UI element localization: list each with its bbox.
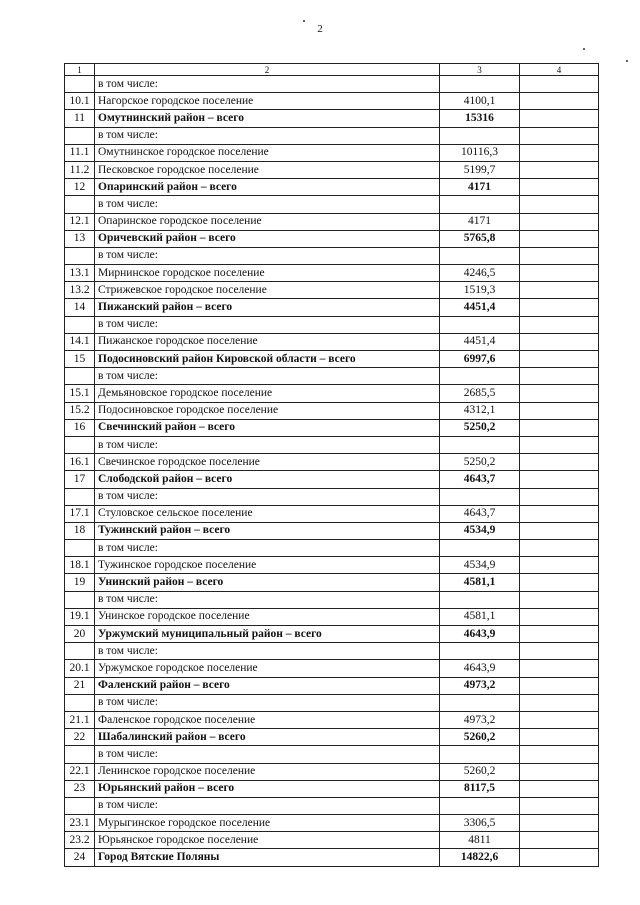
table-row bbox=[65, 351, 599, 368]
table-row bbox=[65, 711, 599, 728]
row-note-cell bbox=[520, 815, 599, 832]
row-name-cell: Оричевский район – всего bbox=[95, 230, 440, 247]
table-row bbox=[65, 849, 599, 866]
row-note-cell bbox=[520, 76, 599, 93]
table-row bbox=[65, 643, 599, 660]
row-value-cell: 4643,9 bbox=[440, 626, 520, 643]
row-number-cell bbox=[65, 694, 95, 711]
row-name-cell: Тужинское городское поселение bbox=[95, 557, 440, 574]
row-value-cell bbox=[440, 76, 520, 93]
row-number-cell: 23 bbox=[65, 780, 95, 797]
row-name-cell: Свечинский район – всего bbox=[95, 419, 440, 436]
row-note-cell bbox=[520, 677, 599, 694]
row-name-cell: Слободской район – всего bbox=[95, 471, 440, 488]
row-number-cell bbox=[65, 797, 95, 814]
row-note-cell bbox=[520, 127, 599, 144]
row-number-cell: 15.1 bbox=[65, 385, 95, 402]
row-name-cell: Фаленский район – всего bbox=[95, 677, 440, 694]
scan-speck bbox=[583, 48, 585, 50]
row-value-cell: 4246,5 bbox=[440, 265, 520, 282]
table-row bbox=[65, 626, 599, 643]
row-name-cell: Юрьянское городское поселение bbox=[95, 832, 440, 849]
table-row bbox=[65, 660, 599, 677]
row-value-cell: 4451,4 bbox=[440, 299, 520, 316]
row-name-cell: в том числе: bbox=[95, 797, 440, 814]
row-note-cell bbox=[520, 368, 599, 385]
row-name-cell: Пижанское городское поселение bbox=[95, 333, 440, 350]
row-name-cell: в том числе: bbox=[95, 694, 440, 711]
table-row bbox=[65, 557, 599, 574]
row-note-cell bbox=[520, 488, 599, 505]
row-note-cell bbox=[520, 832, 599, 849]
row-number-cell bbox=[65, 540, 95, 557]
row-name-cell: в том числе: bbox=[95, 540, 440, 557]
row-number-cell bbox=[65, 436, 95, 453]
table-row bbox=[65, 179, 599, 196]
row-note-cell bbox=[520, 797, 599, 814]
row-note-cell bbox=[520, 643, 599, 660]
row-name-cell: Опаринский район – всего bbox=[95, 179, 440, 196]
row-note-cell bbox=[520, 454, 599, 471]
row-name-cell: Шабалинский район – всего bbox=[95, 729, 440, 746]
row-value-cell: 14822,6 bbox=[440, 849, 520, 866]
row-note-cell bbox=[520, 729, 599, 746]
table-row bbox=[65, 265, 599, 282]
row-name-cell: Мирнинское городское поселение bbox=[95, 265, 440, 282]
row-value-cell: 4973,2 bbox=[440, 677, 520, 694]
row-name-cell: Подосиновское городское поселение bbox=[95, 402, 440, 419]
row-number-cell: 11.2 bbox=[65, 161, 95, 178]
row-number-cell: 18 bbox=[65, 522, 95, 539]
row-note-cell bbox=[520, 746, 599, 763]
row-note-cell bbox=[520, 591, 599, 608]
row-number-cell: 22 bbox=[65, 729, 95, 746]
table-row bbox=[65, 402, 599, 419]
row-note-cell bbox=[520, 196, 599, 213]
row-value-cell: 4312,1 bbox=[440, 402, 520, 419]
row-note-cell bbox=[520, 540, 599, 557]
row-name-cell: Омутнинское городское поселение bbox=[95, 144, 440, 161]
row-name-cell: в том числе: bbox=[95, 488, 440, 505]
row-value-cell: 2685,5 bbox=[440, 385, 520, 402]
row-value-cell bbox=[440, 368, 520, 385]
scan-speck bbox=[626, 60, 628, 62]
row-note-cell bbox=[520, 849, 599, 866]
row-number-cell: 23.2 bbox=[65, 832, 95, 849]
row-value-cell: 4811 bbox=[440, 832, 520, 849]
table-row bbox=[65, 574, 599, 591]
row-note-cell bbox=[520, 557, 599, 574]
table-row bbox=[65, 505, 599, 522]
row-number-cell: 13.1 bbox=[65, 265, 95, 282]
row-note-cell bbox=[520, 213, 599, 230]
row-number-cell: 14.1 bbox=[65, 333, 95, 350]
row-number-cell bbox=[65, 368, 95, 385]
row-note-cell bbox=[520, 351, 599, 368]
row-value-cell bbox=[440, 540, 520, 557]
row-name-cell: Уржумский муниципальный район – всего bbox=[95, 626, 440, 643]
row-value-cell: 4100,1 bbox=[440, 93, 520, 110]
row-name-cell: Унинский район – всего bbox=[95, 574, 440, 591]
row-note-cell bbox=[520, 608, 599, 625]
row-number-cell: 19.1 bbox=[65, 608, 95, 625]
row-number-cell: 24 bbox=[65, 849, 95, 866]
table-row bbox=[65, 591, 599, 608]
row-number-cell bbox=[65, 196, 95, 213]
row-number-cell bbox=[65, 127, 95, 144]
row-number-cell bbox=[65, 591, 95, 608]
row-value-cell bbox=[440, 797, 520, 814]
row-name-cell: Омутнинский район – всего bbox=[95, 110, 440, 127]
row-name-cell: в том числе: bbox=[95, 591, 440, 608]
row-value-cell: 4973,2 bbox=[440, 711, 520, 728]
row-number-cell bbox=[65, 746, 95, 763]
table-row bbox=[65, 385, 599, 402]
row-number-cell: 16.1 bbox=[65, 454, 95, 471]
row-note-cell bbox=[520, 161, 599, 178]
row-number-cell: 10.1 bbox=[65, 93, 95, 110]
row-value-cell: 5250,2 bbox=[440, 454, 520, 471]
row-name-cell: Свечинское городское поселение bbox=[95, 454, 440, 471]
row-name-cell: Унинское городское поселение bbox=[95, 608, 440, 625]
row-value-cell: 10116,3 bbox=[440, 144, 520, 161]
row-name-cell: Опаринское городское поселение bbox=[95, 213, 440, 230]
table-row bbox=[65, 127, 599, 144]
table-row bbox=[65, 677, 599, 694]
row-name-cell: Песковское городское поселение bbox=[95, 161, 440, 178]
row-number-cell: 20.1 bbox=[65, 660, 95, 677]
row-name-cell: Нагорское городское поселение bbox=[95, 93, 440, 110]
row-name-cell: в том числе: bbox=[95, 746, 440, 763]
table-row bbox=[65, 76, 599, 93]
row-note-cell bbox=[520, 247, 599, 264]
table-row bbox=[65, 247, 599, 264]
row-note-cell bbox=[520, 471, 599, 488]
row-value-cell: 4643,7 bbox=[440, 505, 520, 522]
row-name-cell: Мурыгинское городское поселение bbox=[95, 815, 440, 832]
row-number-cell: 11.1 bbox=[65, 144, 95, 161]
row-name-cell: в том числе: bbox=[95, 196, 440, 213]
row-note-cell bbox=[520, 505, 599, 522]
row-note-cell bbox=[520, 574, 599, 591]
table-row bbox=[65, 110, 599, 127]
row-name-cell: в том числе: bbox=[95, 76, 440, 93]
column-number: 2 bbox=[95, 64, 440, 76]
row-name-cell: Демьяновское городское поселение bbox=[95, 385, 440, 402]
row-value-cell: 8117,5 bbox=[440, 780, 520, 797]
column-number: 3 bbox=[440, 64, 520, 76]
row-number-cell bbox=[65, 643, 95, 660]
row-value-cell bbox=[440, 746, 520, 763]
row-value-cell bbox=[440, 643, 520, 660]
row-note-cell bbox=[520, 93, 599, 110]
row-number-cell: 15 bbox=[65, 351, 95, 368]
table-row bbox=[65, 471, 599, 488]
row-name-cell: Юрьянский район – всего bbox=[95, 780, 440, 797]
row-note-cell bbox=[520, 299, 599, 316]
row-number-cell bbox=[65, 247, 95, 264]
row-name-cell: в том числе: bbox=[95, 436, 440, 453]
row-note-cell bbox=[520, 333, 599, 350]
table-row bbox=[65, 196, 599, 213]
row-value-cell: 4171 bbox=[440, 179, 520, 196]
row-number-cell: 14 bbox=[65, 299, 95, 316]
row-number-cell: 20 bbox=[65, 626, 95, 643]
row-note-cell bbox=[520, 110, 599, 127]
table-row bbox=[65, 419, 599, 436]
table-row bbox=[65, 832, 599, 849]
row-value-cell bbox=[440, 247, 520, 264]
table-row bbox=[65, 797, 599, 814]
row-value-cell: 6997,6 bbox=[440, 351, 520, 368]
row-number-cell: 12 bbox=[65, 179, 95, 196]
table-row bbox=[65, 746, 599, 763]
row-note-cell bbox=[520, 626, 599, 643]
row-value-cell bbox=[440, 591, 520, 608]
row-number-cell: 21.1 bbox=[65, 711, 95, 728]
row-value-cell: 1519,3 bbox=[440, 282, 520, 299]
table-row bbox=[65, 488, 599, 505]
table-row bbox=[65, 522, 599, 539]
row-name-cell: Город Вятские Поляны bbox=[95, 849, 440, 866]
table-row bbox=[65, 540, 599, 557]
row-number-cell: 23.1 bbox=[65, 815, 95, 832]
row-number-cell: 12.1 bbox=[65, 213, 95, 230]
row-note-cell bbox=[520, 385, 599, 402]
row-value-cell: 4451,4 bbox=[440, 333, 520, 350]
table-row bbox=[65, 368, 599, 385]
table-row bbox=[65, 763, 599, 780]
row-value-cell: 4581,1 bbox=[440, 574, 520, 591]
row-value-cell: 4643,9 bbox=[440, 660, 520, 677]
row-note-cell bbox=[520, 522, 599, 539]
row-value-cell: 4581,1 bbox=[440, 608, 520, 625]
table-row bbox=[65, 144, 599, 161]
row-value-cell bbox=[440, 196, 520, 213]
row-number-cell: 16 bbox=[65, 419, 95, 436]
row-number-cell bbox=[65, 76, 95, 93]
row-name-cell: Стуловское сельское поселение bbox=[95, 505, 440, 522]
row-value-cell: 5260,2 bbox=[440, 763, 520, 780]
row-value-cell bbox=[440, 488, 520, 505]
allocation-table bbox=[64, 63, 599, 867]
row-value-cell bbox=[440, 436, 520, 453]
row-value-cell bbox=[440, 316, 520, 333]
row-value-cell: 4534,9 bbox=[440, 557, 520, 574]
table-row bbox=[65, 93, 599, 110]
row-number-cell: 19 bbox=[65, 574, 95, 591]
table-row bbox=[65, 729, 599, 746]
row-note-cell bbox=[520, 763, 599, 780]
row-number-cell: 22.1 bbox=[65, 763, 95, 780]
table-row bbox=[65, 299, 599, 316]
row-number-cell bbox=[65, 316, 95, 333]
row-number-cell: 11 bbox=[65, 110, 95, 127]
row-name-cell: Ленинское городское поселение bbox=[95, 763, 440, 780]
row-name-cell: в том числе: bbox=[95, 127, 440, 144]
row-value-cell: 5250,2 bbox=[440, 419, 520, 436]
row-note-cell bbox=[520, 316, 599, 333]
row-name-cell: Фаленское городское поселение bbox=[95, 711, 440, 728]
row-number-cell: 13.2 bbox=[65, 282, 95, 299]
table-row bbox=[65, 161, 599, 178]
row-value-cell: 4534,9 bbox=[440, 522, 520, 539]
row-name-cell: в том числе: bbox=[95, 247, 440, 264]
table-row bbox=[65, 333, 599, 350]
row-name-cell: Пижанский район – всего bbox=[95, 299, 440, 316]
row-name-cell: в том числе: bbox=[95, 368, 440, 385]
row-value-cell bbox=[440, 127, 520, 144]
table-row bbox=[65, 780, 599, 797]
row-name-cell: в том числе: bbox=[95, 316, 440, 333]
row-value-cell: 5199,7 bbox=[440, 161, 520, 178]
table-row bbox=[65, 213, 599, 230]
row-name-cell: Подосиновский район Кировской области – всего bbox=[95, 351, 440, 368]
row-name-cell: Тужинский район – всего bbox=[95, 522, 440, 539]
row-number-cell: 17.1 bbox=[65, 505, 95, 522]
table-row bbox=[65, 230, 599, 247]
row-name-cell: Уржумское городское поселение bbox=[95, 660, 440, 677]
table-row bbox=[65, 815, 599, 832]
row-value-cell: 5260,2 bbox=[440, 729, 520, 746]
column-number-row bbox=[65, 64, 599, 76]
row-value-cell: 15316 bbox=[440, 110, 520, 127]
row-note-cell bbox=[520, 179, 599, 196]
row-note-cell bbox=[520, 265, 599, 282]
row-note-cell bbox=[520, 660, 599, 677]
row-number-cell: 15.2 bbox=[65, 402, 95, 419]
row-value-cell: 4643,7 bbox=[440, 471, 520, 488]
row-name-cell: Стрижевское городское поселение bbox=[95, 282, 440, 299]
row-note-cell bbox=[520, 230, 599, 247]
row-name-cell: в том числе: bbox=[95, 643, 440, 660]
row-number-cell: 21 bbox=[65, 677, 95, 694]
row-note-cell bbox=[520, 402, 599, 419]
column-number: 4 bbox=[520, 64, 599, 76]
row-number-cell: 13 bbox=[65, 230, 95, 247]
row-note-cell bbox=[520, 419, 599, 436]
row-note-cell bbox=[520, 694, 599, 711]
table-row bbox=[65, 454, 599, 471]
row-note-cell bbox=[520, 144, 599, 161]
row-number-cell: 18.1 bbox=[65, 557, 95, 574]
row-value-cell: 5765,8 bbox=[440, 230, 520, 247]
table-row bbox=[65, 282, 599, 299]
row-note-cell bbox=[520, 282, 599, 299]
row-value-cell: 3306,5 bbox=[440, 815, 520, 832]
row-number-cell: 17 bbox=[65, 471, 95, 488]
row-value-cell bbox=[440, 694, 520, 711]
column-number: 1 bbox=[65, 64, 95, 76]
table-row bbox=[65, 436, 599, 453]
row-number-cell bbox=[65, 488, 95, 505]
table-row bbox=[65, 316, 599, 333]
scan-speck bbox=[303, 20, 305, 22]
page-number: 2 bbox=[317, 23, 323, 35]
row-note-cell bbox=[520, 711, 599, 728]
row-note-cell bbox=[520, 780, 599, 797]
table-row bbox=[65, 608, 599, 625]
table-row bbox=[65, 694, 599, 711]
row-value-cell: 4171 bbox=[440, 213, 520, 230]
row-note-cell bbox=[520, 436, 599, 453]
